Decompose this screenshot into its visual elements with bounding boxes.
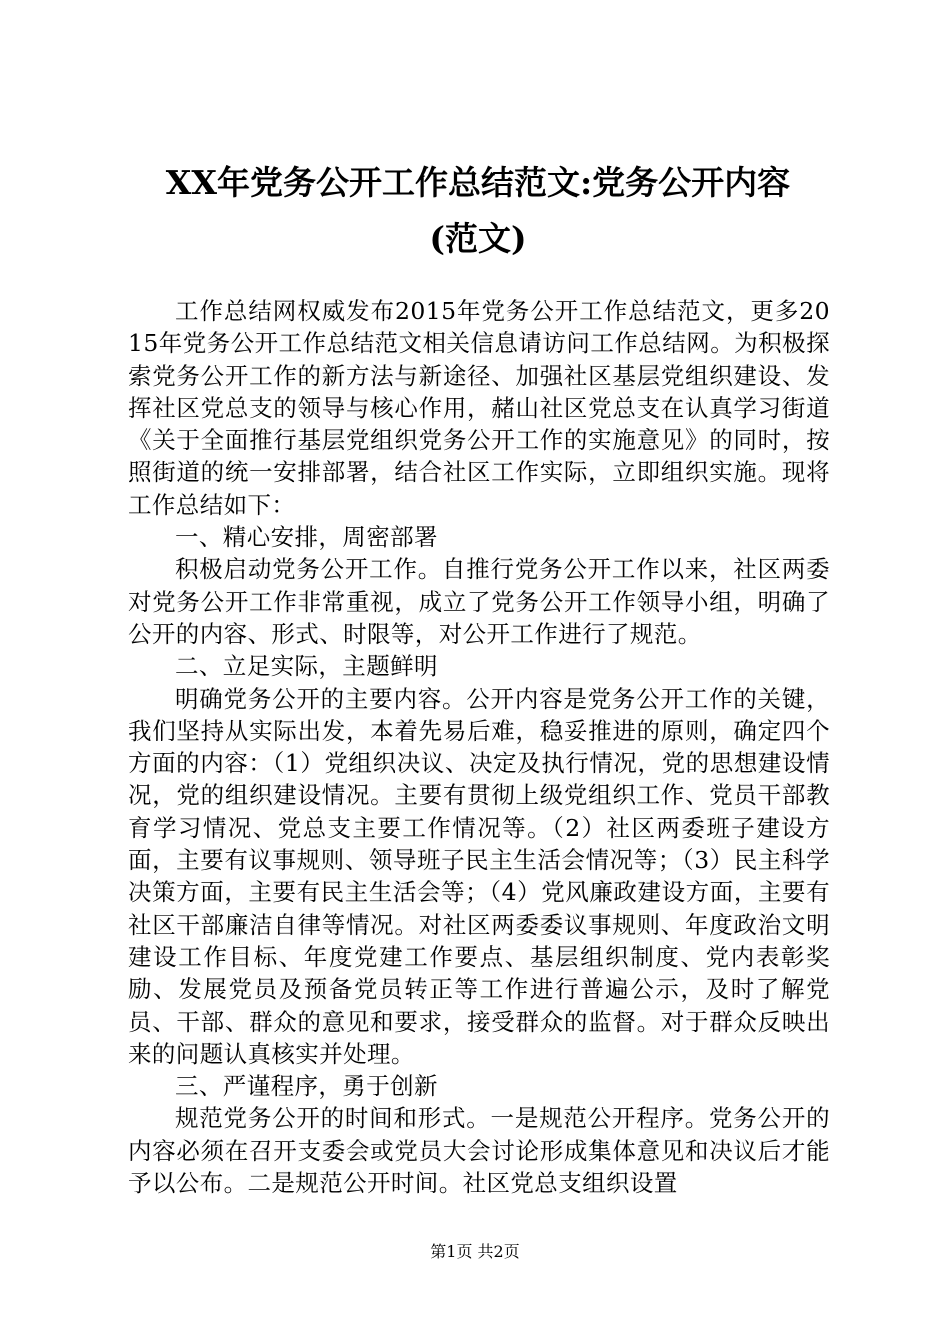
paragraph-section-2: 明确党务公开的主要内容。公开内容是党务公开工作的关键，我们坚持从实际出发，本着先易后难，稳妥推进的原则，确定四个方面的内容：（1）党组织决议、决定及执行情况，党的思想建设情况，党的组织建设情况。主要有贯彻上级党组织工作、党员干部教育学习情况、党总支主要工作情况等。（2）社区两委班子建设方面，主要有议事规则、领导班子民主生活会情况等；（3）民主科学决策方面，主要有民主生活会等；（4）党风廉政建设方面，主要有社区干部廉洁自律等情况。对社区两委委议事规则、年度政治文明建设工作目标、年度党建工作要点、基层组织制度、党内表彰奖励、发展党员及预备党员转正等工作进行普遍公示，及时了解党员、干部、群众的意见和要求，接受群众的监督。对于群众反映出来的问题认真核实并处理。 — [128, 684, 830, 1068]
document-body — [128, 295, 830, 1199]
section-heading-2: 二、立足实际，主题鲜明 — [175, 652, 438, 681]
paragraph-section-1: 积极启动党务公开工作。自推行党务公开工作以来，社区两委对党务公开工作非常重视，成立了党务公开工作领导小组，明确了公开的内容、形式、时限等，对公开工作进行了规范。 — [128, 555, 830, 648]
paragraph-intro: 工作总结网权威发布2015年党务公开工作总结范文，更多2015年党务公开工作总结范文相关信息请访问工作总结网。为积极探索党务公开工作的新方法与新途径、加强社区基层党组织建设、发挥社区党总支的领导与核心作用，赭山社区党总支在认真学习街道《关于全面推行基层党组织党务公开工作的实施意见》的同时，按照街道的统一安排部署，结合社区工作实际，立即组织实施。现将工作总结如下： — [128, 297, 830, 519]
section-heading-3: 三、严谨程序，勇于创新 — [175, 1072, 438, 1101]
page-footer: 第1页 共2页 — [430, 1242, 520, 1261]
document-title-line-2: (范文) — [429, 219, 527, 258]
section-heading-1: 一、精心安排，周密部署 — [175, 523, 438, 552]
document-title-line-1: XX年党务公开工作总结范文:党务公开内容 — [165, 163, 791, 202]
paragraph-section-3: 规范党务公开的时间和形式。一是规范公开程序。党务公开的内容必须在召开支委会或党员大会讨论形成集体意见和决议后才能予以公布。二是规范公开时间。社区党总支组织设置 — [128, 1104, 830, 1198]
